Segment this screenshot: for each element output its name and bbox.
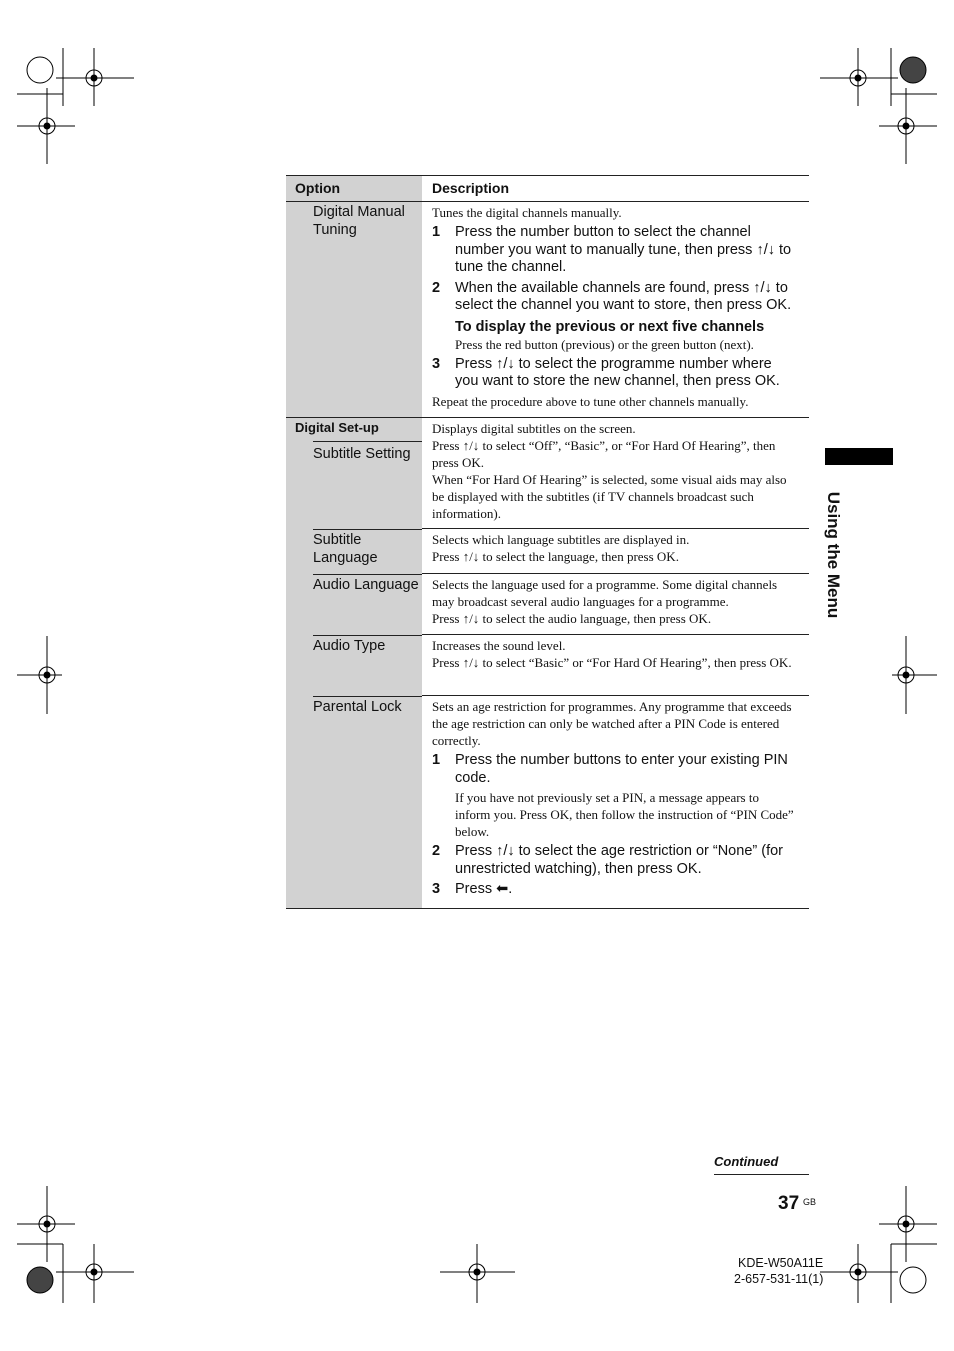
step-item: 2 When the available channels are found, press ↑/↓ to select the channel you want to store, then press OK. xyxy=(432,279,792,313)
side-tab-label: Using the Menu xyxy=(824,491,843,619)
step-item: 3 Press ↑/↓ to select the programme number where you want to store the new channel, then press OK. xyxy=(432,355,780,389)
option-digital-manual-tuning: Digital Manual Tuning xyxy=(313,204,405,238)
step-item: 1 Press the number button to select the channel number you want to manually tune, then press ↑/↓ to tune the channel. xyxy=(432,224,792,275)
option-parental-lock: Parental Lock xyxy=(313,696,422,716)
description-audio-type: Increases the sound level. Press ↑/↓ to select “Basic” or “For Hard Of Hearing”, then press OK. xyxy=(422,635,809,696)
page-number: 37 xyxy=(778,1193,800,1214)
note-text: Press the red button (previous) or the green button (next). xyxy=(455,336,754,352)
options-table xyxy=(286,175,809,909)
document-code: 2-657-531-11(1) xyxy=(734,1272,824,1286)
header-description: Description xyxy=(432,180,510,196)
description-audio-language: Selects the language used for a programme. Some digital channels may broadcast several audio languages for a programme. Press ↑/↓ to select the audio language, then press OK. xyxy=(422,574,809,635)
option-subtitle-language: Subtitle Language xyxy=(313,529,422,567)
description-subtitle-setting: Displays digital subtitles on the screen. Press ↑/↓ to select “Off”, “Basic”, or “For Hard Of Hearing”, then press OK. When “For Hard Of Hearing” is selected, some visual aids may also be displayed with the subtitles (if TV channels broadcast such information). xyxy=(422,418,809,529)
subheading: To display the previous or next five channels xyxy=(455,318,765,335)
description-text: Repeat the procedure above to tune other channels manually. xyxy=(432,393,749,409)
group-digital-setup: Digital Set-up xyxy=(295,420,379,435)
table-row xyxy=(286,202,809,418)
continued-label: Continued xyxy=(714,1154,809,1175)
model-number: KDE-W50A11E xyxy=(738,1256,824,1270)
option-audio-type: Audio Type xyxy=(313,635,422,655)
page-suffix: GB xyxy=(803,1197,817,1207)
description-parental-lock: Sets an age restriction for programmes. Any programme that exceeds the age restriction can only be watched after a PIN Code is entered correctly. 1 Press the number buttons to enter your existing PIN code. If you have not previously set a PIN, a message appears to inform you. Press OK, then follow the instruction of “PIN Code” below. 2 Press ↑/↓ to select the age restriction or “None” (for unrestricted watching), then press OK. 3 Press ⬅. xyxy=(432,699,794,897)
description-subtitle-language: Selects which language subtitles are displayed in. Press ↑/↓ to select the language, then press OK. xyxy=(422,529,809,574)
option-subtitle-setting: Subtitle Setting xyxy=(313,441,422,463)
table-header xyxy=(286,176,809,202)
side-tab-bar xyxy=(825,448,893,465)
table-row xyxy=(286,418,809,909)
header-option: Option xyxy=(286,176,422,201)
description-text: Tunes the digital channels manually. xyxy=(432,205,622,220)
option-audio-language: Audio Language xyxy=(313,574,422,594)
